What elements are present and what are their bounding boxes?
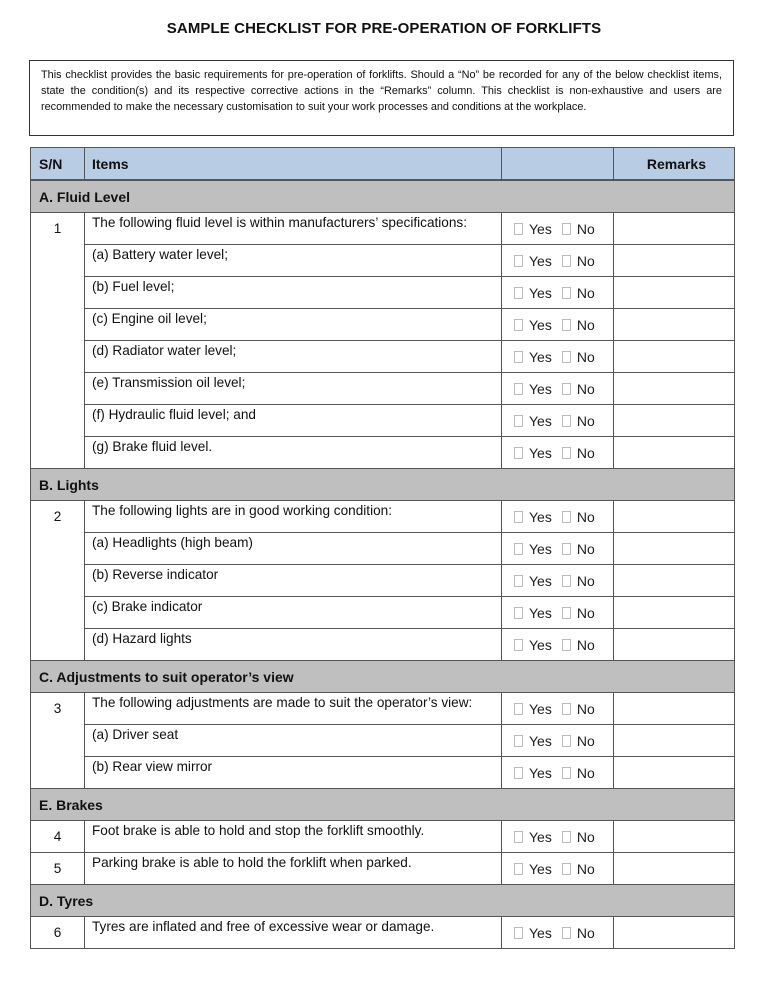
no-checkbox-icon[interactable] [562,639,571,651]
no-checkbox-icon[interactable] [562,511,571,523]
section-row [31,180,735,213]
checklist-item-text: (b) Fuel level; [85,277,502,309]
yes-option[interactable] [514,349,552,365]
no-checkbox-icon[interactable] [562,319,571,331]
no-option[interactable] [562,861,595,877]
yes-no-cell [502,693,614,725]
yes-checkbox-icon[interactable] [514,255,523,267]
checklist-item-text: Parking brake is able to hold the forklift when parked. [85,853,502,885]
yes-label: Yes [529,924,552,941]
no-checkbox-icon[interactable] [562,415,571,427]
no-label: No [576,860,595,877]
yes-checkbox-icon[interactable] [514,831,523,843]
no-option[interactable] [562,221,595,237]
yes-option[interactable] [514,637,552,653]
yes-label: Yes [529,764,552,781]
no-label: No [576,284,595,301]
section-row [31,885,735,917]
serial-number: 4 [31,821,85,853]
checklist-table [30,147,735,949]
no-option[interactable] [562,349,595,365]
yes-label: Yes [529,444,552,461]
remarks-field[interactable] [614,373,735,405]
yes-checkbox-icon[interactable] [514,351,523,363]
intro-text: This checklist provides the basic requirements for pre-operation of forklifts. Should a “No” be recorded for any of the below checklist items, state the condition(s) and its respective corrective actions in the “Remarks” column. This checklist is non-exhaustive and users are recommended to make the necessary customisation to suit your work processes and conditions at the workplace. [29,60,734,136]
no-label: No [576,732,595,749]
no-label: No [576,508,595,525]
yes-no-cell [502,565,614,597]
no-label: No [576,572,595,589]
no-option[interactable] [562,413,595,429]
no-option[interactable] [562,829,595,845]
section-heading: E. Brakes [31,789,735,821]
no-checkbox-icon[interactable] [562,383,571,395]
no-option[interactable] [562,381,595,397]
no-option[interactable] [562,285,595,301]
yes-checkbox-icon[interactable] [514,863,523,875]
yes-label: Yes [529,412,552,429]
yes-no-cell [502,821,614,853]
checklist-item-text: (c) Engine oil level; [85,309,502,341]
yes-no-cell [502,277,614,309]
yes-label: Yes [529,252,552,269]
header-remarks: Remarks [614,148,735,181]
yes-checkbox-icon[interactable] [514,927,523,939]
section-row [31,661,735,693]
remarks-field[interactable] [614,213,735,245]
yes-option[interactable] [514,829,552,845]
yes-option[interactable] [514,573,552,589]
no-checkbox-icon[interactable] [562,255,571,267]
checklist-item-text: The following fluid level is within manufacturers’ specifications: [85,213,502,245]
yes-label: Yes [529,540,552,557]
no-label: No [576,220,595,237]
serial-number: 1 [31,213,85,469]
yes-option[interactable] [514,733,552,749]
no-option[interactable] [562,925,595,941]
yes-checkbox-icon[interactable] [514,447,523,459]
yes-label: Yes [529,700,552,717]
checklist-item-text: (a) Battery water level; [85,245,502,277]
checklist-item-text: (g) Brake fluid level. [85,437,502,469]
yes-no-cell [502,533,614,565]
yes-checkbox-icon[interactable] [514,319,523,331]
checklist-row [31,245,735,277]
no-option[interactable] [562,509,595,525]
yes-option[interactable] [514,541,552,557]
checklist-item-text: (b) Rear view mirror [85,757,502,789]
no-checkbox-icon[interactable] [562,863,571,875]
header-items: Items [85,148,502,181]
remarks-field[interactable] [614,917,735,949]
checklist-row [31,437,735,469]
yes-option[interactable] [514,381,552,397]
checklist-row [31,373,735,405]
yes-checkbox-icon[interactable] [514,703,523,715]
no-label: No [576,444,595,461]
checklist-item-text: Foot brake is able to hold and stop the forklift smoothly. [85,821,502,853]
checklist-row [31,213,735,245]
section-row [31,469,735,501]
no-option[interactable] [562,637,595,653]
checklist-row [31,917,735,949]
yes-label: Yes [529,860,552,877]
section-heading: D. Tyres [31,885,735,917]
yes-checkbox-icon[interactable] [514,639,523,651]
yes-label: Yes [529,316,552,333]
remarks-field[interactable] [614,565,735,597]
yes-no-cell [502,309,614,341]
checklist-row [31,725,735,757]
no-checkbox-icon[interactable] [562,735,571,747]
remarks-field[interactable] [614,501,735,533]
checklist-item-text: The following adjustments are made to suit the operator’s view: [85,693,502,725]
no-label: No [576,764,595,781]
yes-label: Yes [529,380,552,397]
checklist-row [31,853,735,885]
yes-checkbox-icon[interactable] [514,735,523,747]
remarks-field[interactable] [614,309,735,341]
no-option[interactable] [562,701,595,717]
yes-no-cell [502,373,614,405]
header-sn: S/N [31,148,85,181]
section-heading: A. Fluid Level [31,180,735,213]
serial-number: 3 [31,693,85,789]
no-option[interactable] [562,445,595,461]
remarks-field[interactable] [614,725,735,757]
yes-checkbox-icon[interactable] [514,223,523,235]
yes-no-cell [502,757,614,789]
checklist-row [31,277,735,309]
no-option[interactable] [562,733,595,749]
checklist-item-text: (d) Radiator water level; [85,341,502,373]
no-checkbox-icon[interactable] [562,575,571,587]
checklist-item-text: (a) Headlights (high beam) [85,533,502,565]
yes-checkbox-icon[interactable] [514,767,523,779]
no-label: No [576,348,595,365]
remarks-field[interactable] [614,405,735,437]
no-checkbox-icon[interactable] [562,287,571,299]
no-checkbox-icon[interactable] [562,607,571,619]
yes-no-cell [502,245,614,277]
remarks-field[interactable] [614,533,735,565]
checklist-item-text: (a) Driver seat [85,725,502,757]
no-label: No [576,700,595,717]
checklist-row [31,693,735,725]
yes-option[interactable] [514,509,552,525]
yes-label: Yes [529,636,552,653]
checklist-item-text: (f) Hydraulic fluid level; and [85,405,502,437]
yes-checkbox-icon[interactable] [514,511,523,523]
no-label: No [576,924,595,941]
section-heading: B. Lights [31,469,735,501]
no-label: No [576,380,595,397]
checklist-row [31,821,735,853]
yes-label: Yes [529,732,552,749]
yes-no-cell [502,501,614,533]
yes-option[interactable] [514,605,552,621]
no-checkbox-icon[interactable] [562,223,571,235]
header-check [502,148,614,181]
yes-no-cell [502,853,614,885]
section-heading: C. Adjustments to suit operator’s view [31,661,735,693]
yes-label: Yes [529,348,552,365]
no-label: No [576,316,595,333]
checklist-item-text: Tyres are inflated and free of excessive wear or damage. [85,917,502,949]
remarks-field[interactable] [614,629,735,661]
yes-option[interactable] [514,285,552,301]
no-label: No [576,636,595,653]
checklist-row [31,405,735,437]
remarks-field[interactable] [614,693,735,725]
yes-checkbox-icon[interactable] [514,287,523,299]
yes-label: Yes [529,828,552,845]
no-label: No [576,540,595,557]
checklist-row [31,533,735,565]
yes-no-cell [502,725,614,757]
no-label: No [576,252,595,269]
checklist-item-text: The following lights are in good working condition: [85,501,502,533]
yes-label: Yes [529,284,552,301]
yes-label: Yes [529,220,552,237]
yes-option[interactable] [514,445,552,461]
remarks-field[interactable] [614,341,735,373]
yes-no-cell [502,629,614,661]
yes-no-cell [502,437,614,469]
checklist-row [31,341,735,373]
yes-option[interactable] [514,765,552,781]
no-checkbox-icon[interactable] [562,927,571,939]
remarks-field[interactable] [614,853,735,885]
remarks-field[interactable] [614,245,735,277]
no-checkbox-icon[interactable] [562,831,571,843]
yes-no-cell [502,917,614,949]
yes-option[interactable] [514,861,552,877]
yes-checkbox-icon[interactable] [514,607,523,619]
serial-number: 2 [31,501,85,661]
no-checkbox-icon[interactable] [562,351,571,363]
checklist-row [31,309,735,341]
section-row [31,789,735,821]
yes-label: Yes [529,604,552,621]
yes-option[interactable] [514,221,552,237]
table-header-row [31,148,735,181]
no-option[interactable] [562,253,595,269]
no-label: No [576,412,595,429]
yes-option[interactable] [514,253,552,269]
yes-option[interactable] [514,925,552,941]
no-checkbox-icon[interactable] [562,447,571,459]
no-option[interactable] [562,541,595,557]
no-label: No [576,828,595,845]
no-checkbox-icon[interactable] [562,703,571,715]
checklist-row [31,629,735,661]
yes-checkbox-icon[interactable] [514,415,523,427]
yes-option[interactable] [514,317,552,333]
remarks-field[interactable] [614,277,735,309]
yes-checkbox-icon[interactable] [514,543,523,555]
no-label: No [576,604,595,621]
yes-no-cell [502,405,614,437]
no-option[interactable] [562,573,595,589]
yes-checkbox-icon[interactable] [514,383,523,395]
remarks-field[interactable] [614,821,735,853]
no-option[interactable] [562,605,595,621]
checklist-item-text: (e) Transmission oil level; [85,373,502,405]
no-checkbox-icon[interactable] [562,543,571,555]
checklist-item-text: (c) Brake indicator [85,597,502,629]
yes-checkbox-icon[interactable] [514,575,523,587]
yes-no-cell [502,213,614,245]
checklist-row [31,501,735,533]
yes-label: Yes [529,572,552,589]
remarks-field[interactable] [614,597,735,629]
checklist-row [31,565,735,597]
page-title: SAMPLE CHECKLIST FOR PRE-OPERATION OF FORKLIFTS [166,20,602,37]
yes-option[interactable] [514,701,552,717]
yes-no-cell [502,341,614,373]
checklist-item-text: (b) Reverse indicator [85,565,502,597]
yes-label: Yes [529,508,552,525]
serial-number: 5 [31,853,85,885]
no-checkbox-icon[interactable] [562,767,571,779]
remarks-field[interactable] [614,757,735,789]
checklist-item-text: (d) Hazard lights [85,629,502,661]
yes-no-cell [502,597,614,629]
no-option[interactable] [562,317,595,333]
yes-option[interactable] [514,413,552,429]
checklist-row [31,757,735,789]
remarks-field[interactable] [614,437,735,469]
no-option[interactable] [562,765,595,781]
serial-number: 6 [31,917,85,949]
checklist-row [31,597,735,629]
